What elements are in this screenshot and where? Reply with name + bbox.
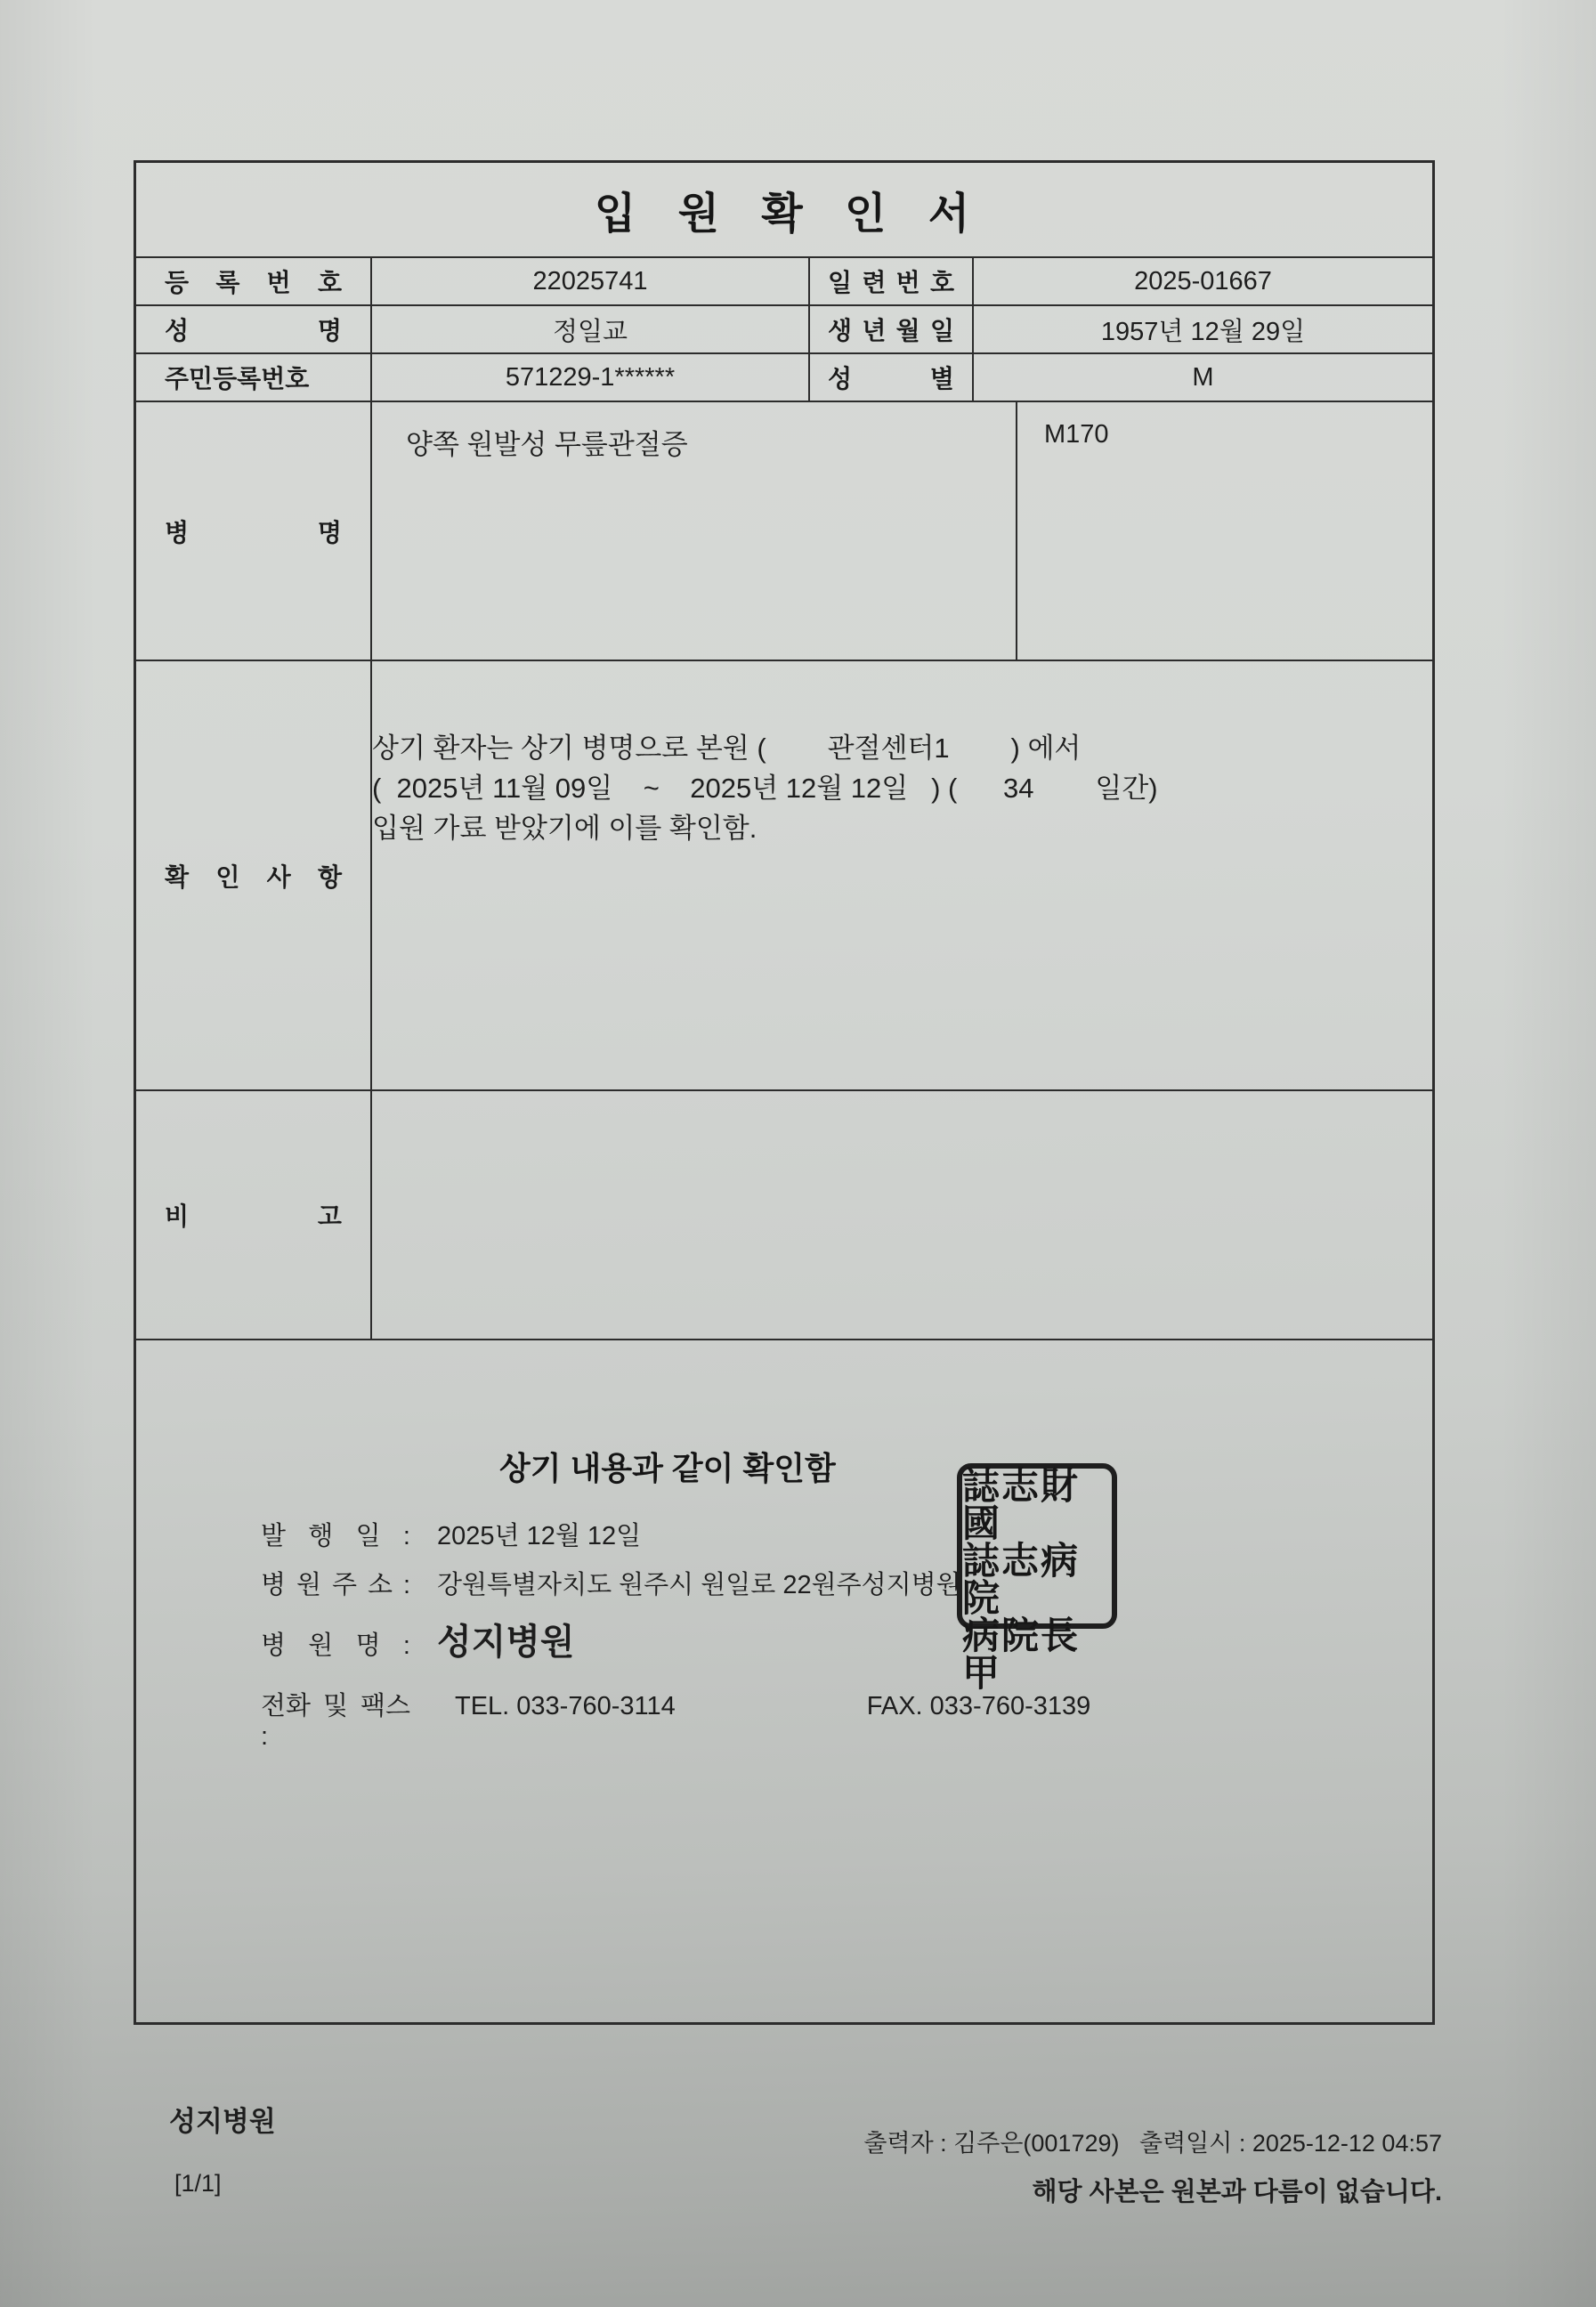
confirmation-line-2: ( 2025년 11월 09일 ~ 2025년 12월 12일 ) ( 34 일간): [372, 773, 1158, 804]
hospital-name-line: [261, 1614, 1432, 1664]
row-registration: [136, 258, 1432, 306]
issue-section: [136, 1340, 1432, 2022]
document-title: 입 원 확 인 서: [594, 190, 975, 238]
issue-confirm-statement: 상기 내용과 같이 확인함: [499, 1450, 836, 1486]
disease-code-value: M170: [1044, 420, 1109, 449]
phone-fax-label: 전화 및 팩스 :: [261, 1692, 410, 1751]
patient-name-value: 정일교: [372, 306, 810, 352]
tel-value: TEL. 033-760-3114: [455, 1692, 676, 1720]
issue-detail-lines: [261, 1516, 1432, 1752]
issue-date-line: [261, 1516, 1432, 1552]
sex-value: M: [1192, 362, 1214, 392]
confirmation-line-1: 상기 환자는 상기 병명으로 본원 ( 관절센터1 ) 에서: [372, 733, 1082, 764]
fax-value: FAX. 033-760-3139: [866, 1692, 1091, 1720]
row-disease: [136, 402, 1432, 661]
registration-number-value: 22025741: [372, 258, 810, 304]
admission-certificate-document: [134, 160, 1435, 2025]
serial-number-label-cell: [810, 258, 974, 304]
hospital-name-value: 성지병원: [437, 1623, 575, 1662]
hospital-address-label: 병 원 주 소 :: [261, 1571, 410, 1599]
resident-number-label: 주민등록번호: [165, 365, 310, 393]
seal-row-1: 誌志財國: [962, 1467, 1081, 1545]
row-rrn: [136, 354, 1432, 402]
resident-number-value: 571229-1******: [372, 354, 810, 401]
confirmation-label: 확 인 사 항: [165, 862, 342, 891]
phone-fax-line: [261, 1686, 1432, 1752]
resident-number-label-cell: [136, 354, 372, 401]
footer-page-number: [1/1]: [174, 2170, 222, 2197]
row-confirmation: [136, 661, 1432, 1091]
hospital-name-label: 병 원 명 :: [261, 1631, 410, 1660]
hospital-address-line: [261, 1565, 1432, 1601]
remarks-value: [372, 1091, 1432, 1339]
footer-copy-note: 해당 사본은 원본과 다름이 없습니다.: [1032, 2178, 1442, 2206]
registration-number-label: 등 록 번 호: [165, 269, 342, 296]
document-title-row: [136, 163, 1432, 258]
sex-label-cell: [810, 354, 974, 401]
remarks-label: 비 고: [165, 1202, 342, 1230]
seal-row-2: 誌志病院: [962, 1542, 1081, 1620]
disease-name-value: 양쪽 원발성 무릎관절증: [372, 402, 1017, 660]
disease-label-cell: [136, 402, 372, 660]
footer-printed-info: 출력자 : 김주은(001729) 출력일시 : 2025-12-12 04:57: [863, 2130, 1442, 2157]
confirmation-line-3: 입원 가료 받았기에 이를 확인함.: [372, 813, 757, 844]
remarks-label-cell: [136, 1091, 372, 1339]
birth-date-label-cell: [810, 306, 974, 352]
patient-name-label-cell: [136, 306, 372, 352]
confirmation-content: [372, 661, 1432, 1089]
row-name: [136, 306, 1432, 354]
sex-label: 성 별: [828, 365, 954, 393]
registration-number-label-cell: [136, 258, 372, 304]
confirmation-label-cell: [136, 661, 372, 1089]
row-remarks: [136, 1091, 1432, 1340]
footer-hospital-name: 성지병원: [169, 2106, 276, 2137]
birth-date-value: 1957년 12월 29일: [1100, 317, 1306, 346]
serial-number-label: 일 련 번 호: [828, 269, 954, 296]
issue-date-value: 2025년 12월 12일: [437, 1522, 642, 1550]
disease-label: 병 명: [165, 518, 342, 546]
seal-row-3: 病院長甲: [962, 1616, 1081, 1695]
serial-number-value: 2025-01667: [1134, 266, 1272, 295]
hospital-director-seal: [957, 1463, 1117, 1695]
hospital-address-value: 강원특별자치도 원주시 원일로 22원주성지병원: [437, 1571, 961, 1599]
patient-name-label: 성 명: [165, 317, 342, 344]
birth-date-label: 생 년 월 일: [828, 317, 954, 344]
issue-date-label: 발 행 일 :: [261, 1522, 410, 1550]
